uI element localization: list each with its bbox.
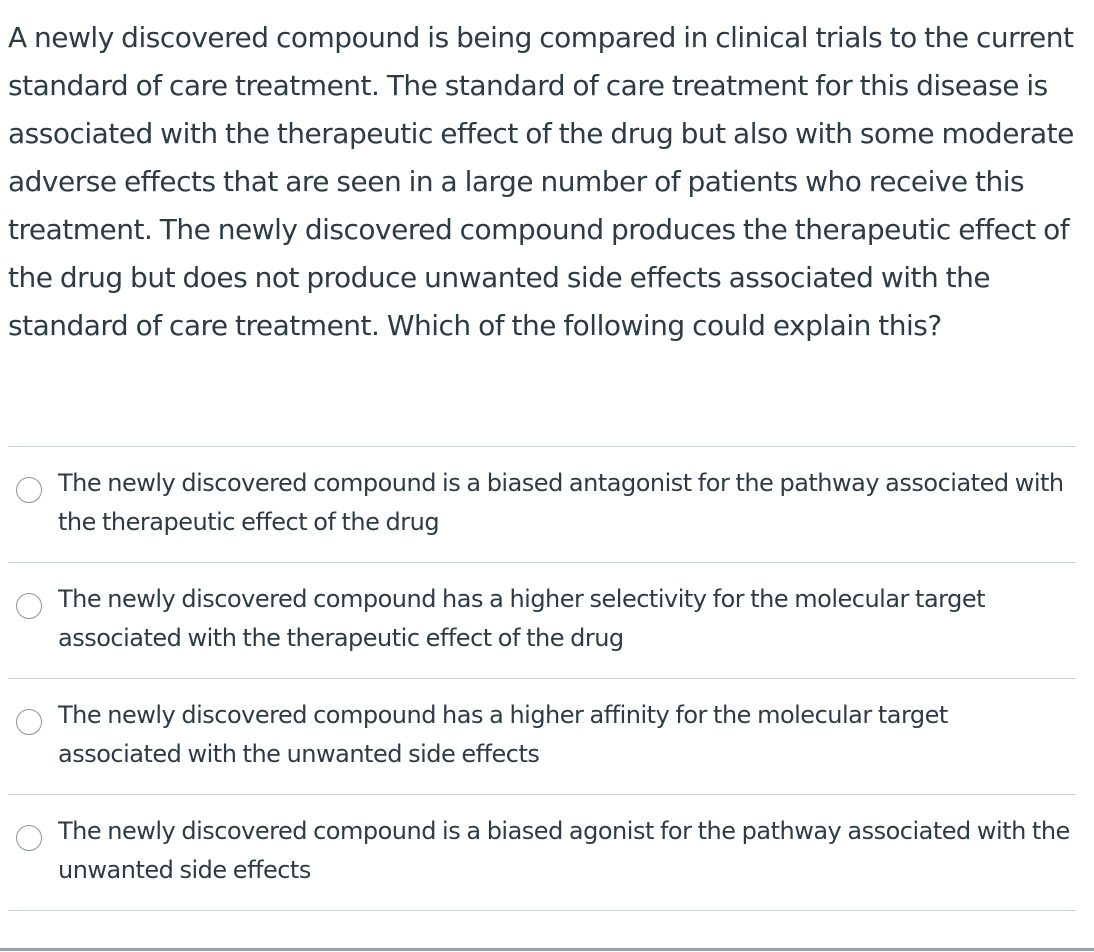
question-text: A newly discovered compound is being compared in clinical trials to the current standard of care treatment. The standard of care treatment for this disease is associated with the therapeutic effect of the drug but also with some moderate adverse effects that are seen in a large number of patients who receive this treatment. The newly discovered compound produces the therapeutic effect of the drug but does not produce unwanted side effects associated with the standard of care treatment. Which of the following could explain this?	[8, 21, 1074, 342]
answer-option-2[interactable]	[8, 563, 1076, 679]
answer-radio-3[interactable]	[16, 709, 42, 735]
answer-label-4[interactable]: The newly discovered compound is a biased agonist for the pathway associated with the unwanted side effects	[58, 817, 1070, 884]
answer-label-3[interactable]: The newly discovered compound has a higher affinity for the molecular target associated with the unwanted side effects	[58, 701, 948, 768]
answer-option-3[interactable]	[8, 679, 1076, 795]
answer-option-1[interactable]	[8, 447, 1076, 563]
answer-label-2[interactable]: The newly discovered compound has a higher selectivity for the molecular target associated with the therapeutic effect of the drug	[58, 585, 986, 652]
answer-radio-2[interactable]	[16, 593, 42, 619]
answer-label-1[interactable]: The newly discovered compound is a biased antagonist for the pathway associated with the therapeutic effect of the drug	[58, 469, 1064, 536]
answer-list	[8, 446, 1076, 911]
answer-option-4[interactable]	[8, 795, 1076, 911]
answer-radio-1[interactable]	[16, 477, 42, 503]
bottom-divider	[0, 948, 1094, 951]
answer-radio-4[interactable]	[16, 825, 42, 851]
